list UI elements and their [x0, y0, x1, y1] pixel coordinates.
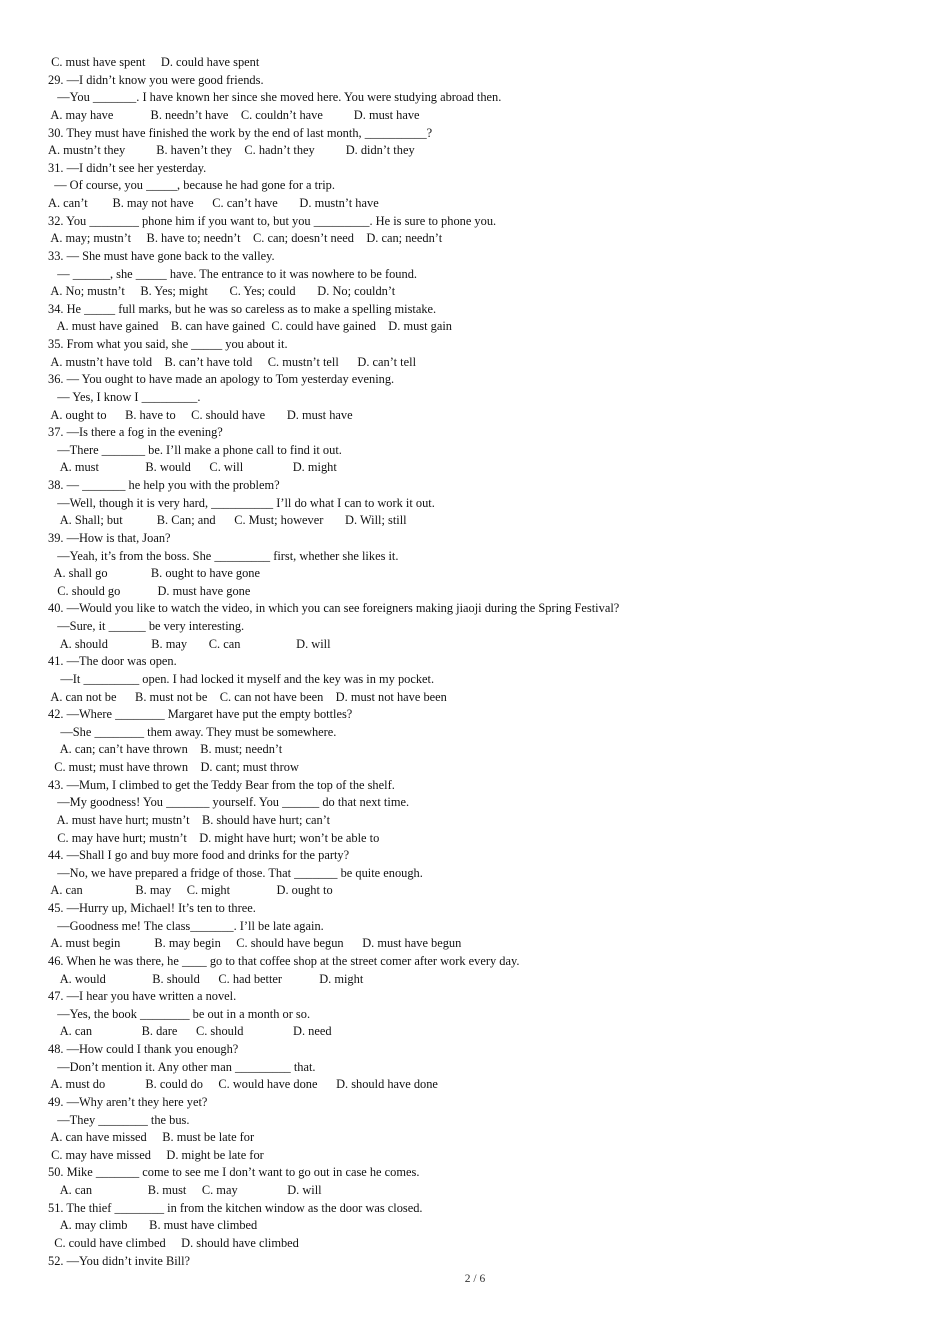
text-line: — ______, she _____ have. The entrance to it was nowhere to be found.: [48, 266, 417, 281]
text-line: 36. — You ought to have made an apology to Tom yesterday evening.: [48, 372, 395, 387]
text-line: A. can’t B. may not have C. can’t have D. mustn’t have: [48, 196, 379, 210]
text-line: 49. —Why aren’t they here yet?: [48, 1094, 208, 1109]
page-number: 2 / 6: [464, 1273, 486, 1285]
text-line: A. must B. would C. will D. might: [48, 460, 337, 475]
text-line: 42. —Where ________ Margaret have put the empty bottles?: [48, 707, 353, 722]
text-line: A. can not be B. must not be C. can not have been D. must not have been: [48, 689, 447, 704]
text-line: A. must have hurt; mustn’t B. should have hurt; can’t: [48, 812, 331, 827]
text-line: A. ought to B. have to C. should have D. must have: [48, 407, 353, 422]
text-line: A. must begin B. may begin C. should have begun D. must have begun: [48, 936, 462, 951]
text-line: —Yes, the book ________ be out in a month or so.: [48, 1006, 311, 1021]
text-line: —You _______. I have known her since she moved here. You were studying abroad then.: [48, 90, 502, 105]
text-line: — Of course, you _____, because he had gone for a trip.: [48, 178, 335, 193]
text-line: C. may have hurt; mustn’t D. might have hurt; won’t be able to: [48, 830, 380, 845]
text-line: 51. The thief ________ in from the kitchen window as the door was closed.: [48, 1200, 423, 1215]
text-line: —Don’t mention it. Any other man _________ that.: [48, 1059, 316, 1074]
text-line: —Yeah, it’s from the boss. She _________ first, whether she likes it.: [48, 548, 399, 563]
text-line: 43. —Mum, I climbed to get the Teddy Bear from the top of the shelf.: [48, 777, 395, 792]
text-line: 41. —The door was open.: [48, 654, 177, 669]
text-line: —Sure, it ______ be very interesting.: [48, 619, 245, 633]
text-line: 35. From what you said, she _____ you about it.: [48, 337, 288, 351]
text-line: 45. —Hurry up, Michael! It’s ten to three.: [48, 901, 256, 915]
text-line: A. can have missed B. must be late for: [48, 1130, 255, 1145]
text-line: A. shall go B. ought to have gone: [48, 566, 261, 581]
text-line: 47. —I hear you have written a novel.: [48, 989, 237, 1004]
text-line: A. must have gained B. can have gained C. could have gained D. must gain: [48, 319, 452, 334]
text-line: — Yes, I know I _________.: [48, 389, 201, 404]
text-line: —They ________ the bus.: [48, 1112, 190, 1127]
text-line: A. can B. may C. might D. ought to: [48, 883, 333, 898]
text-line: C. could have climbed D. should have climbed: [48, 1235, 299, 1250]
text-line: A. may; mustn’t B. have to; needn’t C. can; doesn’t need D. can; needn’t: [48, 231, 443, 246]
text-line: A. mustn’t have told B. can’t have told C. mustn’t tell D. can’t tell: [48, 354, 417, 369]
text-line: A. may climb B. must have climbed: [48, 1218, 258, 1233]
text-line: 46. When he was there, he ____ go to that coffee shop at the street comer after work every day.: [48, 953, 520, 968]
text-line: A. would B. should C. had better D. might: [48, 971, 364, 986]
text-line: —Well, though it is very hard, __________ I’ll do what I can to work it out.: [48, 495, 435, 510]
text-line: C. must; must have thrown D. cant; must throw: [48, 760, 299, 774]
text-line: C. must have spent D. could have spent: [48, 55, 260, 69]
text-line: 48. —How could I thank you enough?: [48, 1042, 239, 1056]
text-line: 33. — She must have gone back to the valley.: [48, 248, 275, 263]
text-line: 31. —I didn’t see her yesterday.: [48, 160, 207, 175]
text-line: A. can; can’t have thrown B. must; needn’t: [48, 742, 283, 757]
text-line: A. can B. dare C. should D. need: [48, 1024, 332, 1039]
text-line: 52. —You didn’t invite Bill?: [48, 1253, 191, 1268]
text-line: 40. —Would you like to watch the video, in which you can see foreigners making jiaoji during the Spring Festival?: [48, 601, 620, 616]
text-line: A. Shall; but B. Can; and C. Must; however D. Will; still: [48, 513, 407, 528]
text-line: A. mustn’t they B. haven’t they C. hadn’t they D. didn’t they: [48, 143, 415, 158]
text-line: 32. You ________ phone him if you want to, but you _________. He is sure to phone you.: [48, 213, 497, 228]
text-line: 30. They must have finished the work by the end of last month, __________?: [48, 125, 433, 140]
text-line: 37. —Is there a fog in the evening?: [48, 425, 223, 440]
text-line: 39. —How is that, Joan?: [48, 530, 171, 545]
text-line: —Goodness me! The class_______. I’ll be late again.: [48, 918, 324, 933]
text-line: 29. —I didn’t know you were good friends.: [48, 72, 264, 87]
text-line: A. No; mustn’t B. Yes; might C. Yes; could D. No; couldn’t: [48, 284, 396, 299]
text-line: —My goodness! You _______ yourself. You ______ do that next time.: [48, 795, 410, 810]
text-line: A. may have B. needn’t have C. couldn’t have D. must have: [48, 107, 420, 122]
text-line: C. may have missed D. might be late for: [48, 1147, 264, 1162]
text-line: —There _______ be. I’ll make a phone call to find it out.: [48, 442, 342, 457]
question-text-block: [48, 54, 928, 1270]
text-line: A. must do B. could do C. would have done D. should have done: [48, 1077, 438, 1092]
text-line: —No, we have prepared a fridge of those. That _______ be quite enough.: [48, 865, 423, 880]
text-line: A. should B. may C. can D. will: [48, 636, 331, 651]
text-line: —She ________ them away. They must be somewhere.: [48, 724, 337, 739]
text-line: 38. — _______ he help you with the problem?: [48, 478, 280, 492]
text-line: 50. Mike _______ come to see me I don’t want to go out in case he comes.: [48, 1165, 420, 1180]
text-line: —It _________ open. I had locked it myself and the key was in my pocket.: [48, 671, 435, 686]
text-line: C. should go D. must have gone: [48, 583, 251, 598]
text-line: 34. He _____ full marks, but he was so careless as to make a spelling mistake.: [48, 301, 437, 316]
text-line: 44. —Shall I go and buy more food and drinks for the party?: [48, 848, 350, 863]
text-line: A. can B. must C. may D. will: [48, 1183, 322, 1197]
